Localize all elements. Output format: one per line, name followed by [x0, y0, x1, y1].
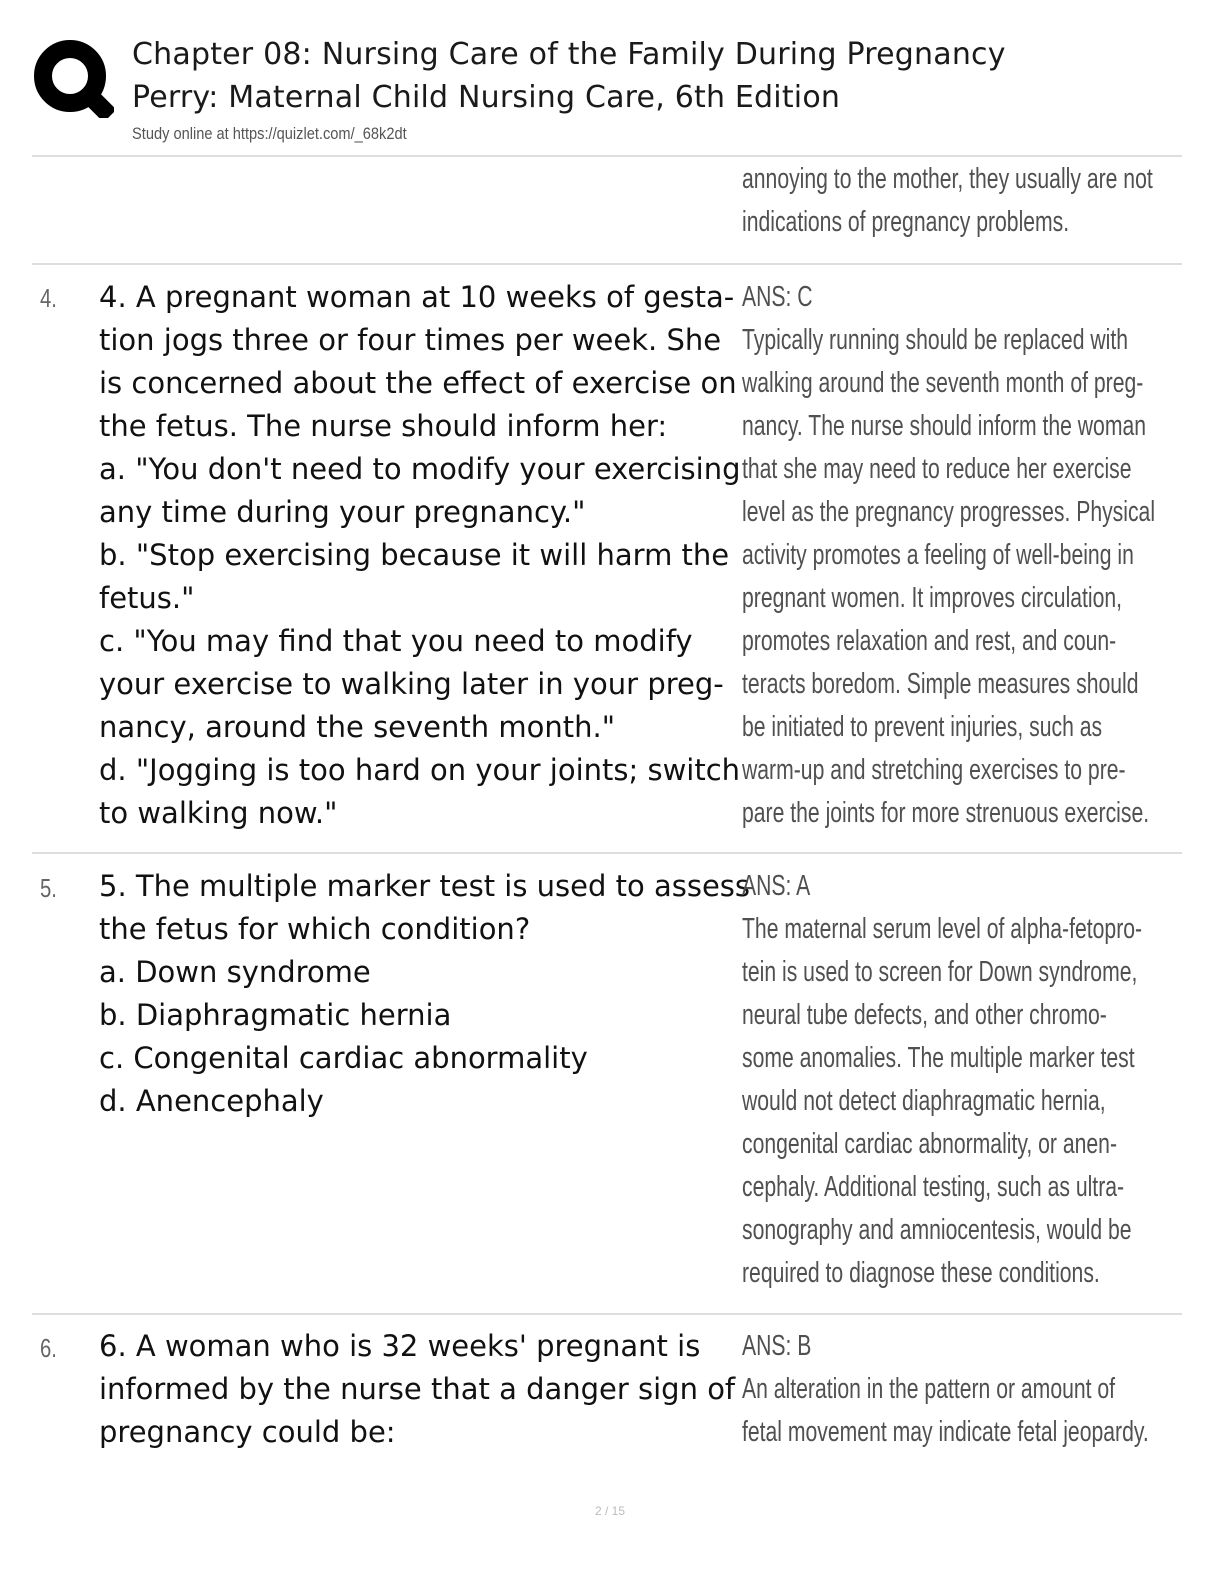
question-line: 5. The multiple marker test is used to assess — [99, 869, 750, 903]
question-line: the fetus for which condition? — [99, 912, 531, 946]
answer-line: fetal movement may indicate fetal jeopardy. — [742, 1416, 1149, 1448]
page-indicator: 2 / 15 — [594, 1504, 626, 1518]
answer-line: promotes relaxation and rest, and coun- — [742, 625, 1117, 657]
answer-line: tein is used to screen for Down syndrome, — [742, 956, 1138, 988]
answer-line: pregnant women. It improves circulation, — [742, 582, 1123, 614]
question-line: is concerned about the effect of exercise on — [99, 366, 737, 400]
answer-line: required to diagnose these conditions. — [742, 1257, 1100, 1289]
answer-line: nancy. The nurse should inform the woman — [742, 410, 1147, 442]
card-number: 6. — [40, 1333, 57, 1363]
answer-line: congenital cardiac abnormality, or anen- — [742, 1128, 1118, 1160]
answer-option: d. "Jogging is too hard on your joints; switch — [99, 753, 741, 787]
answer-option: to walking now." — [99, 796, 338, 830]
page-header — [30, 28, 1180, 154]
answer-explanation — [742, 1325, 1222, 1454]
answer-line: would not detect diaphragmatic hernia, — [742, 1085, 1106, 1117]
answer-option: a. Down syndrome — [99, 955, 371, 989]
question-text — [99, 276, 739, 835]
question-line: 4. A pregnant woman at 10 weeks of gesta- — [99, 280, 735, 314]
card-number: 5. — [40, 873, 57, 903]
answer-line: some anomalies. The multiple marker test — [742, 1042, 1135, 1074]
answer-line: annoying to the mother, they usually are not — [742, 163, 1153, 195]
answer-key: ANS: C — [742, 281, 813, 313]
answer-option: b. Diaphragmatic hernia — [99, 998, 452, 1032]
answer-option: a. "You don't need to modify your exercising — [99, 452, 741, 486]
answer-option: c. "You may find that you need to modify — [99, 624, 693, 658]
answer-option: any time during your pregnancy." — [99, 495, 586, 529]
study-online-link[interactable]: Study online at https://quizlet.com/_68k2dt — [132, 124, 407, 143]
card-number: 4. — [40, 283, 57, 313]
card-divider — [32, 1313, 1182, 1315]
question-line: the fetus. The nurse should inform her: — [99, 409, 668, 443]
answer-explanation — [742, 276, 1222, 835]
answer-line: The maternal serum level of alpha-fetopro- — [742, 913, 1143, 945]
answer-line: level as the pregnancy progresses. Physical — [742, 496, 1156, 528]
answer-line: indications of pregnancy problems. — [742, 206, 1070, 238]
answer-option: nancy, around the seventh month." — [99, 710, 616, 744]
question-line: tion jogs three or four times per week. She — [99, 323, 722, 357]
answer-explanation — [742, 865, 1222, 1295]
answer-line: that she may need to reduce her exercise — [742, 453, 1132, 485]
answer-option: your exercise to walking later in your preg- — [99, 667, 724, 701]
answer-option: fetus." — [99, 581, 195, 615]
page-subtitle: Perry: Maternal Child Nursing Care, 6th Edition — [132, 80, 841, 115]
answer-option: c. Congenital cardiac abnormality — [99, 1041, 588, 1075]
question-line: informed by the nurse that a danger sign of — [99, 1372, 736, 1406]
answer-option: b. "Stop exercising because it will harm the — [99, 538, 730, 572]
answer-key: ANS: A — [742, 870, 811, 902]
answer-line: sonography and amniocentesis, would be — [742, 1214, 1132, 1246]
quizlet-q-logo-icon — [32, 36, 114, 118]
continued-answer — [742, 158, 1222, 244]
answer-line: pare the joints for more strenuous exercise. — [742, 797, 1150, 829]
answer-line: warm-up and stretching exercises to pre- — [742, 754, 1126, 786]
card-divider — [32, 263, 1182, 265]
question-text — [99, 865, 750, 1123]
header-divider — [32, 155, 1182, 157]
answer-option: d. Anencephaly — [99, 1084, 324, 1118]
question-line: pregnancy could be: — [99, 1415, 396, 1449]
page-title: Chapter 08: Nursing Care of the Family During Pregnancy — [132, 37, 1006, 72]
answer-line: be initiated to prevent injuries, such as — [742, 711, 1103, 743]
question-line: 6. A woman who is 32 weeks' pregnant is — [99, 1329, 701, 1363]
answer-line: neural tube defects, and other chromo- — [742, 999, 1107, 1031]
answer-line: walking around the seventh month of preg- — [742, 367, 1144, 399]
answer-line: Typically running should be replaced with — [742, 324, 1128, 356]
answer-line: teracts boredom. Simple measures should — [742, 668, 1139, 700]
question-text — [99, 1325, 739, 1454]
answer-key: ANS: B — [742, 1330, 812, 1362]
answer-line: An alteration in the pattern or amount of — [742, 1373, 1116, 1405]
answer-line: activity promotes a feeling of well-being in — [742, 539, 1134, 571]
answer-line: cephaly. Additional testing, such as ultra- — [742, 1171, 1125, 1203]
card-divider — [32, 852, 1182, 854]
